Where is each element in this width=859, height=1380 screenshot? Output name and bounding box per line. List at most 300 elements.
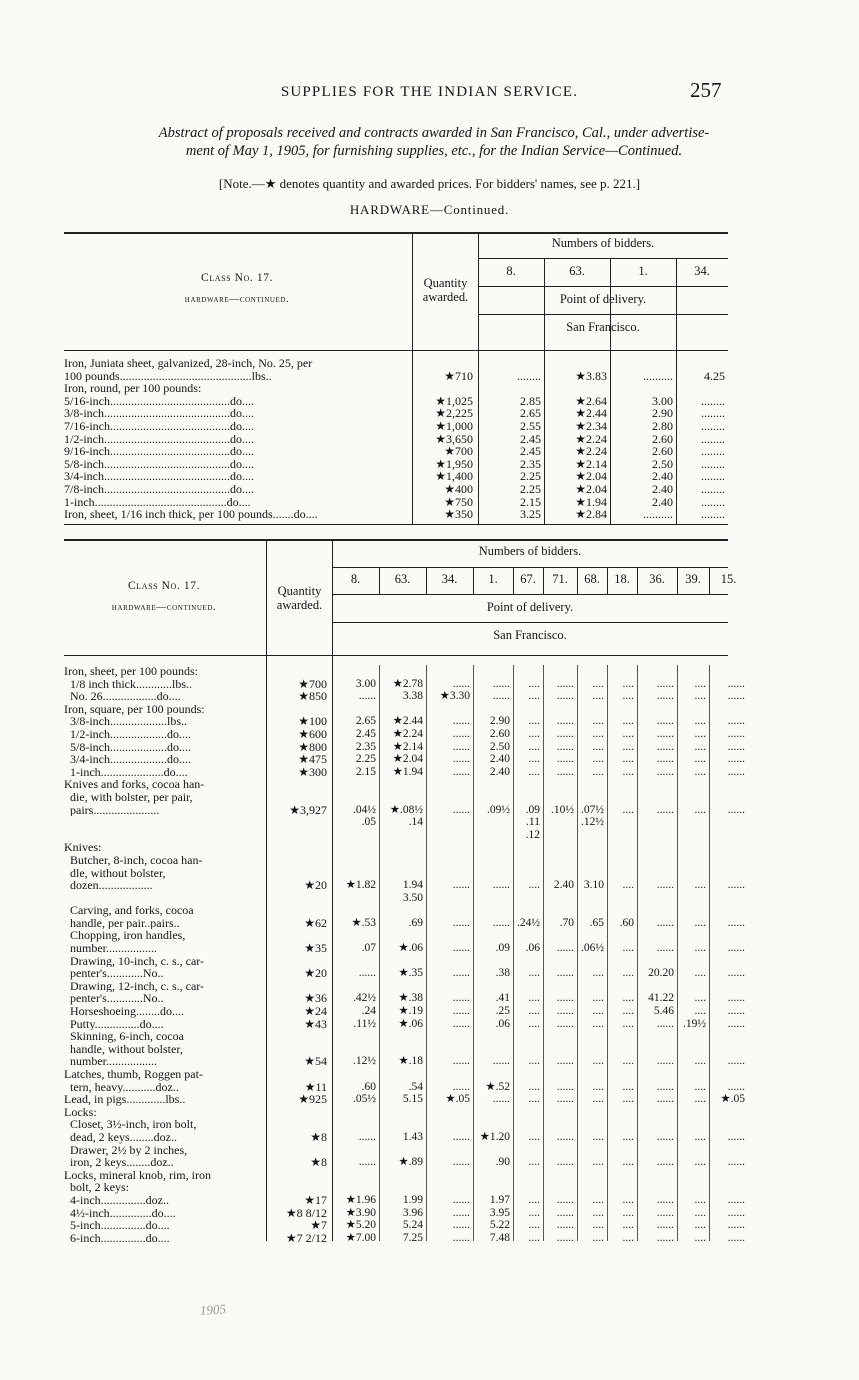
bid-value: ...... — [452, 740, 470, 753]
bid-value — [379, 1030, 426, 1043]
table2-bidder-15: 15. — [720, 572, 737, 586]
bid-value — [473, 791, 513, 804]
bid-value — [637, 1118, 677, 1131]
bid-value — [543, 1169, 577, 1182]
row-label: Skinning, 6-inch, cocoa — [64, 1030, 184, 1043]
bid-value — [676, 382, 728, 395]
bid-value: ★.06 — [398, 942, 423, 955]
bid-value — [379, 1169, 426, 1182]
bid-value: .... — [694, 942, 706, 955]
quantity-awarded — [266, 904, 332, 917]
bid-value: .12½ — [353, 1055, 376, 1068]
bid-value: .... — [592, 1206, 604, 1219]
bid-value — [544, 357, 610, 370]
bid-value: .69 — [408, 916, 423, 929]
bid-value — [709, 1169, 748, 1182]
bid-value: 2.25 — [520, 470, 541, 483]
bid-value: ...... — [727, 715, 745, 728]
bid-value: ...... — [656, 753, 674, 766]
quantity-awarded — [266, 980, 332, 993]
bid-value: .... — [622, 803, 634, 816]
row-label: No. 26..................do.... — [64, 690, 181, 703]
bid-value: ...... — [492, 1093, 510, 1106]
bid-value — [543, 791, 577, 804]
bid-value — [332, 929, 379, 942]
bid-value — [677, 841, 709, 854]
bid-value — [426, 791, 473, 804]
bid-value: ...... — [556, 1093, 574, 1106]
bid-value — [543, 904, 577, 917]
bid-value: .... — [694, 1206, 706, 1219]
quantity-awarded: ★20 — [304, 879, 327, 892]
bid-value: .10½ — [551, 803, 574, 816]
bid-value — [332, 703, 379, 716]
bid-value: ...... — [727, 765, 745, 778]
bid-value — [637, 1144, 677, 1157]
table-row — [64, 841, 748, 854]
bid-value — [426, 892, 473, 905]
bid-value — [577, 1181, 607, 1194]
table-row — [64, 1081, 748, 1094]
bid-value — [677, 791, 709, 804]
bid-value: ★.18 — [398, 1055, 423, 1068]
bid-value — [677, 816, 709, 829]
table1-body — [64, 357, 728, 521]
quantity-awarded: ★43 — [304, 1017, 327, 1031]
bid-value: ...... — [727, 1080, 745, 1093]
bid-value — [513, 1181, 543, 1194]
bid-value — [426, 1181, 473, 1194]
bid-value — [473, 841, 513, 854]
bid-value: ...... — [452, 765, 470, 778]
bid-value — [607, 892, 637, 905]
table-row — [64, 854, 748, 867]
bid-value — [709, 1118, 748, 1131]
bid-value — [637, 904, 677, 917]
bid-value: .... — [694, 715, 706, 728]
bid-value — [709, 1030, 748, 1043]
row-label: tern, heavy...........doz.. — [64, 1080, 179, 1094]
row-label: bolt, 2 keys: — [64, 1181, 129, 1194]
bid-value: .... — [528, 1193, 540, 1206]
bid-value: ........ — [517, 369, 541, 383]
quantity-awarded: ★100 — [298, 715, 327, 728]
bid-value: ...... — [656, 879, 674, 892]
bid-value: .... — [592, 753, 604, 766]
bid-value — [473, 980, 513, 993]
bid-value — [577, 1068, 607, 1081]
table-row — [64, 728, 748, 741]
bid-value: ...... — [656, 1193, 674, 1206]
bid-value — [473, 867, 513, 880]
bid-value: 2.40 — [652, 482, 673, 496]
table-row — [64, 1131, 748, 1144]
bid-value: ★2.34 — [575, 419, 607, 433]
row-label: 3/8-inch...................lbs.. — [64, 715, 187, 728]
bid-value — [543, 778, 577, 791]
table2-header-rule — [64, 655, 728, 656]
bid-value — [637, 1169, 677, 1182]
row-label: 5/8-inch...................do.... — [64, 740, 191, 754]
abstract-line-1: Abstract of proposals received and contracts awarded in San Francisco, Cal., under advertise- — [158, 125, 710, 141]
quantity-awarded — [412, 357, 478, 370]
bid-value: ...... — [358, 690, 376, 703]
bid-value — [473, 665, 513, 678]
bid-value — [426, 854, 473, 867]
quantity-awarded: ★8 — [310, 1130, 327, 1144]
bid-value: ...... — [452, 715, 470, 728]
bid-value: .25 — [495, 1005, 510, 1018]
quantity-awarded — [266, 867, 332, 880]
table-row — [64, 804, 748, 817]
bid-value: .... — [592, 765, 604, 778]
bid-value — [607, 955, 637, 968]
bid-value — [709, 892, 748, 905]
row-label: 9/16-inch........................................do.... — [64, 445, 254, 458]
bid-value: 2.40 — [652, 470, 673, 483]
bid-value — [677, 904, 709, 917]
bid-value: 3.96 — [402, 1206, 423, 1219]
bid-value — [607, 778, 637, 791]
bid-value: .... — [528, 1005, 540, 1018]
quantity-awarded: ★17 — [304, 1193, 327, 1207]
table-row — [64, 904, 748, 917]
table-row — [64, 1106, 748, 1119]
table2-header-rule — [332, 594, 728, 595]
bid-value — [637, 1043, 677, 1056]
bid-value — [677, 892, 709, 905]
bid-value: 3.10 — [583, 879, 604, 892]
bid-value: ...... — [452, 1055, 470, 1068]
bid-value: ...... — [556, 1055, 574, 1068]
row-label: dle, without bolster, — [64, 866, 166, 880]
bid-value: 2.50 — [489, 740, 510, 753]
bid-value: .41 — [495, 992, 510, 1005]
bid-value — [473, 1106, 513, 1119]
bid-value — [709, 841, 748, 854]
bid-value — [677, 1030, 709, 1043]
table-row — [64, 1169, 748, 1182]
bid-value: .... — [622, 992, 634, 1005]
quantity-awarded: ★62 — [304, 916, 327, 930]
table-row — [64, 1030, 748, 1043]
bid-value: ...... — [452, 967, 470, 980]
bid-value: 2.35 — [520, 457, 541, 471]
table2-delivery: San Francisco. — [493, 628, 567, 642]
table2-class-title: Class No. 17. — [127, 580, 201, 592]
bid-value — [332, 892, 379, 905]
table2-delivery-header: Point of delivery. — [486, 600, 574, 614]
bid-value: 2.45 — [355, 727, 376, 740]
bid-value — [607, 1169, 637, 1182]
bid-value — [379, 955, 426, 968]
bid-value: .09 — [495, 942, 510, 955]
bid-value: ...... — [452, 879, 470, 892]
bid-value: ...... — [556, 1017, 574, 1030]
bid-value: .... — [592, 740, 604, 753]
bid-value — [513, 929, 543, 942]
bid-value: ...... — [656, 1080, 674, 1093]
bid-value: ...... — [556, 942, 574, 955]
page-number: 257 — [690, 78, 722, 102]
bid-value: .... — [622, 1206, 634, 1219]
quantity-awarded — [266, 854, 332, 867]
row-label: die, with bolster, per pair, — [64, 790, 193, 804]
bid-value: ★.19 — [398, 1005, 423, 1018]
row-label: Iron, sheet, per 100 pounds: — [64, 665, 198, 678]
bid-value: .65 — [589, 916, 604, 929]
table1-bidder-1: 1. — [638, 264, 648, 278]
bid-value — [513, 778, 543, 791]
bid-value: ...... — [556, 765, 574, 778]
row-label: 3/4-inch...................do.... — [64, 753, 191, 766]
table1-header-rule — [64, 350, 728, 351]
row-label: Chopping, iron handles, — [64, 929, 186, 943]
bid-value — [577, 892, 607, 905]
bid-value — [513, 867, 543, 880]
row-label: 1-inch............................................do.... — [64, 495, 251, 509]
bid-value — [577, 1106, 607, 1119]
bid-value: .... — [622, 1055, 634, 1068]
table-row — [64, 420, 728, 433]
bid-value: ........ — [701, 470, 725, 483]
bid-value: .... — [528, 1156, 540, 1169]
bid-value: 5.46 — [653, 1005, 674, 1018]
row-label: 3/4-inch..........................................do.... — [64, 470, 254, 483]
bid-value: 2.65 — [355, 715, 376, 728]
bid-value: ...... — [556, 1206, 574, 1219]
bid-value: .... — [592, 992, 604, 1005]
bid-value: ★2.84 — [575, 508, 607, 521]
bid-value: 2.60 — [489, 727, 510, 740]
bid-value: 7.25 — [402, 1231, 423, 1244]
bid-value: .... — [528, 715, 540, 728]
bid-value: .... — [592, 1130, 604, 1143]
bid-value — [332, 778, 379, 791]
bid-value — [677, 1181, 709, 1194]
bid-value: ...... — [656, 677, 674, 690]
bid-value: .70 — [559, 916, 574, 929]
bid-value: ★2.24 — [575, 445, 607, 458]
bid-value — [473, 904, 513, 917]
bid-value: ★1.20 — [479, 1130, 510, 1143]
bid-value: .... — [528, 1055, 540, 1068]
row-label: Iron, square, per 100 pounds: — [64, 702, 205, 716]
bid-value — [513, 1068, 543, 1081]
quantity-awarded — [266, 829, 332, 842]
table2-bidder-71: 71. — [552, 572, 568, 586]
bid-value: .11½ — [353, 1017, 376, 1030]
table-row — [64, 741, 748, 754]
row-label — [64, 829, 266, 842]
bid-value — [543, 703, 577, 716]
table2-bidder-39: 39. — [685, 572, 701, 586]
bid-value — [543, 1144, 577, 1157]
bid-value — [577, 1169, 607, 1182]
bid-value: .... — [622, 753, 634, 766]
bid-value: ...... — [452, 1017, 470, 1030]
table1-class-sub: hardware—continued. — [184, 294, 290, 305]
bid-value: ...... — [452, 1206, 470, 1219]
bid-value — [426, 955, 473, 968]
bid-value: .... — [694, 967, 706, 980]
bid-value — [543, 1030, 577, 1043]
quantity-awarded: ★35 — [304, 942, 327, 955]
bid-value: .... — [622, 1193, 634, 1206]
bid-value: ...... — [556, 1193, 574, 1206]
bid-value — [379, 980, 426, 993]
row-label: penter's............No.. — [64, 992, 164, 1006]
bid-value: 1.97 — [489, 1193, 510, 1206]
bid-value: ...... — [492, 916, 510, 929]
table-row — [64, 382, 728, 395]
bid-value — [379, 1118, 426, 1131]
row-label: 1/2-inch...................do.... — [64, 727, 191, 741]
bid-value: ...... — [556, 1130, 574, 1143]
bid-value — [607, 1144, 637, 1157]
bid-value — [513, 841, 543, 854]
bid-value: ...... — [452, 916, 470, 929]
bid-value — [379, 841, 426, 854]
quantity-awarded — [266, 1169, 332, 1182]
quantity-awarded: ★2,225 — [435, 407, 473, 420]
bid-value: ........ — [701, 482, 725, 496]
bid-value — [709, 854, 748, 867]
bid-value — [473, 1144, 513, 1157]
bid-value: .... — [622, 1017, 634, 1030]
bid-value — [637, 854, 677, 867]
quantity-awarded: ★925 — [298, 1093, 327, 1106]
quantity-awarded — [266, 703, 332, 716]
row-label: Iron, round, per 100 pounds: — [64, 382, 202, 395]
quantity-awarded — [266, 1030, 332, 1043]
bid-value — [637, 892, 677, 905]
bid-value — [473, 1118, 513, 1131]
table-row — [64, 445, 728, 458]
bid-value: .09 — [525, 803, 540, 816]
row-label: 6-inch...............do.... — [64, 1231, 170, 1245]
bid-value — [607, 665, 637, 678]
bid-value: .05 — [361, 816, 376, 829]
bid-value: 2.65 — [520, 407, 541, 420]
bid-value: .09½ — [487, 803, 510, 816]
bid-value — [426, 1068, 473, 1081]
table2-bidder-18: 18. — [614, 572, 630, 586]
bid-value — [513, 854, 543, 867]
bid-value: ★.06 — [398, 1017, 423, 1030]
quantity-awarded: ★400 — [444, 482, 473, 496]
bid-value — [426, 703, 473, 716]
bid-value — [426, 816, 473, 829]
table-row — [64, 1043, 748, 1056]
bid-value — [426, 665, 473, 678]
row-label: 3/8-inch..........................................do.... — [64, 407, 254, 420]
bid-value — [607, 1181, 637, 1194]
table-row — [64, 879, 748, 892]
bid-value: ...... — [556, 727, 574, 740]
bid-value — [677, 980, 709, 993]
quantity-awarded: ★750 — [444, 495, 473, 509]
bid-value: 2.35 — [355, 740, 376, 753]
bid-value — [332, 980, 379, 993]
table2-header-rule — [332, 567, 728, 568]
bid-value: .... — [592, 1017, 604, 1030]
bid-value: .... — [622, 1219, 634, 1232]
bid-value — [709, 929, 748, 942]
bid-value — [709, 778, 748, 791]
table1-bidder-34: 34. — [694, 264, 710, 278]
bid-value — [332, 854, 379, 867]
bid-value: .... — [694, 690, 706, 703]
bid-value: ...... — [556, 715, 574, 728]
bid-value — [677, 1068, 709, 1081]
table-row — [64, 458, 728, 471]
bid-value: ...... — [656, 1130, 674, 1143]
quantity-awarded — [266, 1181, 332, 1194]
bid-value — [709, 980, 748, 993]
bid-value — [577, 703, 607, 716]
bid-value: .... — [592, 1055, 604, 1068]
bid-value: ...... — [492, 677, 510, 690]
quantity-awarded — [266, 841, 332, 854]
quantity-awarded — [266, 791, 332, 804]
bid-value: ★2.44 — [392, 715, 423, 728]
bid-value: ★1.94 — [575, 495, 607, 509]
bid-value — [426, 1169, 473, 1182]
quantity-awarded — [412, 382, 478, 395]
row-label: 5-inch...............do.... — [64, 1219, 170, 1232]
bid-value: .14 — [408, 816, 423, 829]
bid-value: 2.45 — [520, 445, 541, 458]
row-label: 4-inch...............doz.. — [64, 1193, 169, 1207]
bid-value: .... — [592, 1093, 604, 1106]
table2-bidders-header: Numbers of bidders. — [478, 544, 582, 558]
bid-value: .... — [622, 1156, 634, 1169]
bid-value: .... — [592, 967, 604, 980]
bid-value — [513, 703, 543, 716]
bid-value: 3.50 — [402, 891, 423, 904]
bid-value: ...... — [656, 1219, 674, 1232]
bid-value: .... — [528, 690, 540, 703]
bid-value — [637, 1068, 677, 1081]
bid-value — [379, 929, 426, 942]
bid-value: .... — [694, 992, 706, 1005]
bid-value: ...... — [556, 690, 574, 703]
bid-value: 1.43 — [402, 1130, 423, 1143]
bid-value: .... — [592, 690, 604, 703]
bid-value: ...... — [727, 1017, 745, 1030]
bid-value: ★.52 — [485, 1080, 510, 1093]
table-row — [64, 1232, 748, 1245]
quantity-awarded: ★350 — [444, 508, 473, 521]
row-label: Locks, mineral knob, rim, iron — [64, 1168, 211, 1182]
bid-value — [426, 1043, 473, 1056]
bid-value — [379, 867, 426, 880]
bid-value: .... — [622, 715, 634, 728]
bid-value: ...... — [727, 992, 745, 1005]
row-label — [64, 816, 266, 829]
bid-value: ★2.64 — [575, 394, 607, 408]
bid-value — [379, 791, 426, 804]
bid-value — [607, 1106, 637, 1119]
bid-value: 2.40 — [652, 495, 673, 509]
bid-value: ...... — [727, 942, 745, 955]
bid-value: .... — [528, 879, 540, 892]
bid-value: ........ — [701, 495, 725, 509]
bid-value: ...... — [656, 1017, 674, 1030]
table-row — [64, 791, 748, 804]
bid-value: ...... — [358, 1130, 376, 1143]
